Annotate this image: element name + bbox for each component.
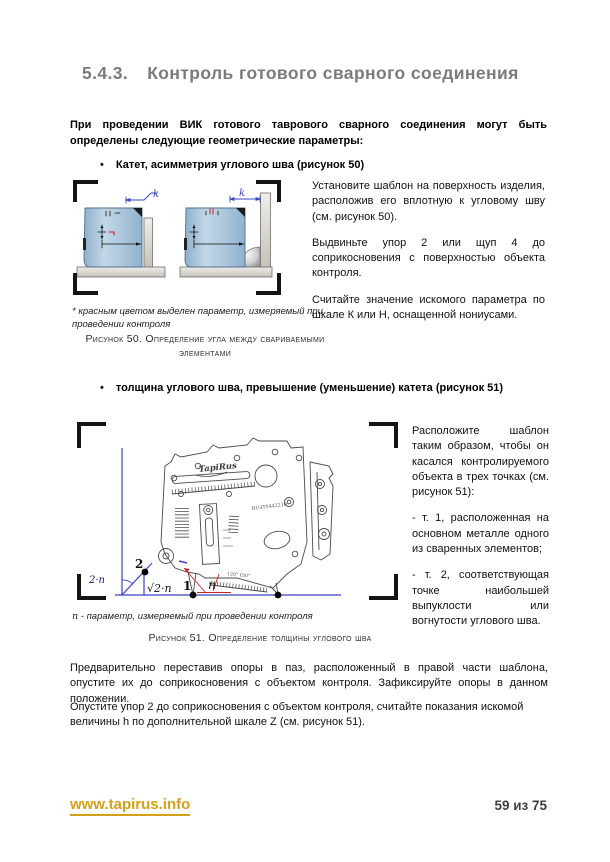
dimension-label-k: k xyxy=(239,188,246,199)
bullet-item-2 xyxy=(100,381,550,397)
crop-mark-icon xyxy=(369,422,398,448)
body-paragraph: Предварительно переставив опоры в паз, расположенный в правой части шаблона, опустите их до соприкосновения с объектом контроля. Зафиксируйте опоры в данном положении. xyxy=(70,662,548,705)
instruction-paragraph: Считайте значение искомого параметра по шкале К или Н, оснащенной нониусами. xyxy=(312,293,545,322)
fig50-left-diagram xyxy=(77,189,165,277)
instruction-paragraph: - т. 2, соответствующая точке наибольшей выпуклости или вогнутости углового шва. xyxy=(412,569,549,628)
instruction-paragraph: Расположите шаблон таким образом, чтобы он касался контролируемого объекта в трех точках (см. рисунок 51): xyxy=(412,425,549,499)
bullet-marker: • xyxy=(100,159,104,171)
figure-51-instructions xyxy=(412,424,549,641)
figure-51-caption: Рисунок 51. Определение толщины углового шва xyxy=(148,632,372,644)
gauge-scale-range: 120° 150° xyxy=(226,572,251,580)
bullet-1-label: Катет, асимметрия углового шва (рисунок 50) xyxy=(115,159,365,171)
figure-50-instructions xyxy=(312,179,545,334)
label-sqrt2n: √2·n xyxy=(147,582,172,595)
section-number: 5.4.3. xyxy=(82,63,129,83)
crop-mark-icon xyxy=(256,180,281,202)
gauge-serial: RU4T0442210 xyxy=(251,502,288,512)
bullet-item-1 xyxy=(100,158,540,174)
crop-mark-icon xyxy=(73,273,98,295)
section-title: Контроль готового сварного соединения xyxy=(147,63,519,83)
dimension-label-k: k xyxy=(153,189,160,200)
instruction-paragraph: - т. 1, расположенная на основном металле одного из сваренных элементов; xyxy=(412,512,549,556)
label-point-2: 2 xyxy=(135,557,144,571)
bullet-2-label: толщина углового шва, превышение (уменьшение) катета (рисунок 51) xyxy=(115,382,504,394)
bullet-marker: • xyxy=(100,382,104,394)
instruction-paragraph: Установите шаблон на поверхность изделия, расположив его вплотную к угловому шву (см. рисунок 50). xyxy=(312,180,545,223)
weld-gauge-template xyxy=(159,438,334,595)
instruction-paragraph: Выдвиньте упор 2 или щуп 4 до соприкосновения с поверхностью объекта контроля. xyxy=(312,236,545,280)
contact-point-3 xyxy=(275,592,282,599)
label-point-1: 1 xyxy=(183,579,192,593)
body-paragraph: Опустите упор 2 до соприкосновения с объектом контроля, считайте показания искомой величины h по дополнительной шкале Z (см. рисунок 51). xyxy=(70,701,524,729)
website-link[interactable]: www.tapirus.info xyxy=(70,796,190,816)
page-indicator: 59 из 75 xyxy=(494,798,547,813)
section-heading xyxy=(82,63,519,84)
crop-mark-icon xyxy=(256,273,281,295)
figure-51-drawing xyxy=(77,422,398,600)
intro-paragraph: При проведении ВИК готового таврового сварного соединения могут быть определены следующие геометрические параметры: xyxy=(70,119,547,147)
crop-mark-icon xyxy=(73,180,98,202)
figure-50 xyxy=(73,180,281,295)
figure-51-note xyxy=(72,611,392,624)
figure-51 xyxy=(77,422,398,600)
note-param-text: - параметр, измеряемый при проведении контроля xyxy=(80,611,313,622)
crop-mark-icon xyxy=(369,574,398,600)
figure-50-drawing xyxy=(73,180,281,295)
label-param-n: n xyxy=(208,577,217,592)
crop-mark-icon xyxy=(77,422,106,448)
gauge-logo: TapiRus xyxy=(198,461,238,475)
figure-50-note: * красным цветом выделен параметр, измеряемый при проведении контроля xyxy=(72,306,323,330)
note-param-letter: n xyxy=(72,611,79,622)
crop-mark-icon xyxy=(77,574,106,600)
label-angle-2n: 2·n xyxy=(89,575,105,586)
figure-50-caption: Рисунок 50. Определение угла между свариваемыми элементами xyxy=(85,333,325,359)
